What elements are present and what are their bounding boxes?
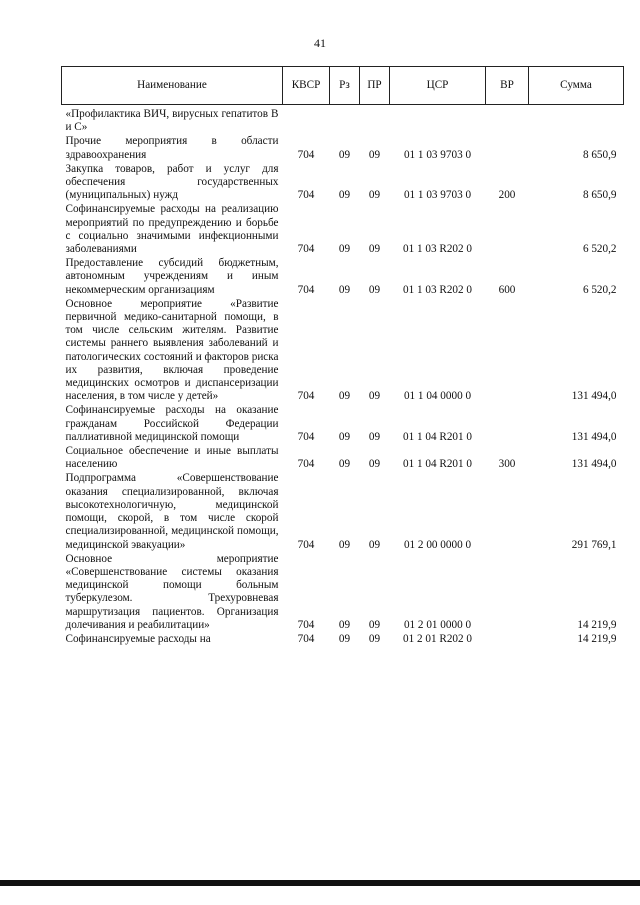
- row-csr: 01 1 03 R202 0: [403, 283, 472, 296]
- row-kvsr: 704: [297, 189, 315, 202]
- row-rz: 09: [338, 632, 351, 645]
- row-kvsr: 704: [297, 390, 315, 403]
- row-pr: [360, 105, 390, 136]
- row-kvsr: 704: [297, 632, 315, 645]
- table-row: [62, 445, 624, 472]
- header-vr: ВР: [486, 67, 529, 105]
- row-sum: 14 219,9: [577, 618, 617, 631]
- row-sum: 8 650,9: [582, 148, 617, 161]
- row-rz: 09: [338, 189, 351, 202]
- row-pr: 09: [368, 632, 381, 645]
- header-rz: Рз: [330, 67, 360, 105]
- row-pr: 09: [368, 538, 381, 551]
- row-csr: 01 1 03 R202 0: [403, 243, 472, 256]
- header-pr: ПР: [360, 67, 390, 105]
- row-rz: 09: [338, 148, 351, 161]
- row-vr: [486, 135, 529, 162]
- header-csr: ЦСР: [390, 67, 486, 105]
- row-name: Софинансируемые расходы на реализацию мероприятий по предупреждению и борьбе с социально значимыми инфекционными заболеваниями: [65, 203, 279, 256]
- page-bottom-rule: [0, 880, 640, 886]
- header-kvsr: КВСР: [283, 67, 330, 105]
- header-sum: Сумма: [529, 67, 624, 105]
- row-vr: 300: [498, 458, 516, 471]
- table-row: [62, 298, 624, 405]
- page-number: 41: [314, 36, 326, 50]
- row-csr: 01 1 03 9703 0: [403, 148, 472, 161]
- table-row: [62, 203, 624, 257]
- row-kvsr: 704: [297, 430, 315, 443]
- row-pr: 09: [368, 283, 381, 296]
- row-rz: 09: [338, 430, 351, 443]
- row-csr: [390, 105, 486, 136]
- row-vr: [486, 633, 529, 647]
- row-rz: 09: [338, 283, 351, 296]
- row-rz: 09: [338, 390, 351, 403]
- row-csr: 01 1 04 R201 0: [403, 458, 472, 471]
- table-row: [62, 105, 624, 136]
- row-sum: 6 520,2: [582, 243, 617, 256]
- row-sum: [529, 105, 624, 136]
- row-name: Социальное обеспечение и иные выплаты населению: [65, 445, 279, 471]
- row-kvsr: 704: [297, 618, 315, 631]
- row-name: Основное мероприятие «Совершенствование системы оказания медицинской помощи больным туберкулезом. Трехуровневая маршрутизация пациентов. Организация долечивания и реабилитации»: [65, 552, 279, 631]
- row-kvsr: 704: [297, 538, 315, 551]
- row-sum: 291 769,1: [571, 538, 617, 551]
- table-row: [62, 163, 624, 204]
- row-vr: 600: [498, 283, 516, 296]
- row-sum: 8 650,9: [582, 189, 617, 202]
- row-kvsr: 704: [297, 458, 315, 471]
- row-rz: 09: [338, 458, 351, 471]
- row-pr: 09: [368, 148, 381, 161]
- row-sum: 6 520,2: [582, 283, 617, 296]
- row-vr: [486, 105, 529, 136]
- row-pr: 09: [368, 243, 381, 256]
- row-rz: 09: [338, 243, 351, 256]
- row-kvsr: 704: [297, 283, 315, 296]
- row-csr: 01 2 01 0000 0: [403, 618, 472, 631]
- row-name: Основное мероприятие «Развитие первичной медико-санитарной помощи, в том числе сельским жителям. Развитие системы раннего выявления заболеваний и патологических состояний и факторов риска их развития, включая проведение медицинских осмотров и диспансеризации населения, в том числе у детей»: [65, 297, 279, 403]
- table-row: [62, 633, 624, 647]
- row-vr: [486, 472, 529, 552]
- table-row: [62, 404, 624, 445]
- row-pr: 09: [368, 189, 381, 202]
- row-kvsr: [283, 105, 330, 136]
- row-csr: 01 1 03 9703 0: [403, 189, 472, 202]
- header-name: Наименование: [62, 67, 283, 105]
- row-kvsr: 704: [297, 148, 315, 161]
- row-rz: 09: [338, 618, 351, 631]
- row-rz: 09: [338, 538, 351, 551]
- table-row: [62, 135, 624, 162]
- row-sum: 131 494,0: [571, 390, 617, 403]
- row-pr: 09: [368, 458, 381, 471]
- row-vr: [486, 203, 529, 257]
- row-name: Подпрограмма «Совершенствование оказания специализированной, включая высокотехнологичную, медицинской помощи, скорой, в том числе скорой специализированной, медицинской помощи, медицинской эвакуации»: [65, 472, 279, 551]
- row-rz: [330, 105, 360, 136]
- row-kvsr: 704: [297, 243, 315, 256]
- row-pr: 09: [368, 390, 381, 403]
- table-header-row: [62, 67, 624, 105]
- row-name: Софинансируемые расходы на: [65, 632, 211, 645]
- row-sum: 14 219,9: [577, 632, 617, 645]
- table-row: [62, 472, 624, 552]
- row-name: Прочие мероприятия в области здравоохранения: [65, 135, 279, 161]
- row-csr: 01 1 04 R201 0: [403, 430, 472, 443]
- table-row: [62, 553, 624, 633]
- row-vr: 200: [498, 189, 516, 202]
- budget-table: [61, 66, 624, 647]
- row-name: Софинансируемые расходы на оказание гражданам Российской Федерации паллиативной медицинской помощи: [65, 404, 279, 443]
- row-pr: 09: [368, 618, 381, 631]
- row-vr: [486, 404, 529, 445]
- row-pr: 09: [368, 430, 381, 443]
- row-sum: 131 494,0: [571, 458, 617, 471]
- table-row: [62, 257, 624, 298]
- row-csr: 01 2 01 R202 0: [403, 632, 472, 645]
- row-vr: [486, 553, 529, 633]
- row-name: Закупка товаров, работ и услуг для обеспечения государственных (муниципальных) нужд: [65, 162, 279, 202]
- row-csr: 01 1 04 0000 0: [403, 390, 472, 403]
- row-vr: [486, 298, 529, 405]
- row-csr: 01 2 00 0000 0: [403, 538, 472, 551]
- row-name: Предоставление субсидий бюджетным, автономным учреждениям и иным некоммерческим организациям: [65, 257, 279, 296]
- row-sum: 131 494,0: [571, 430, 617, 443]
- row-name: «Профилактика ВИЧ, вирусных гепатитов В и С»: [65, 108, 279, 134]
